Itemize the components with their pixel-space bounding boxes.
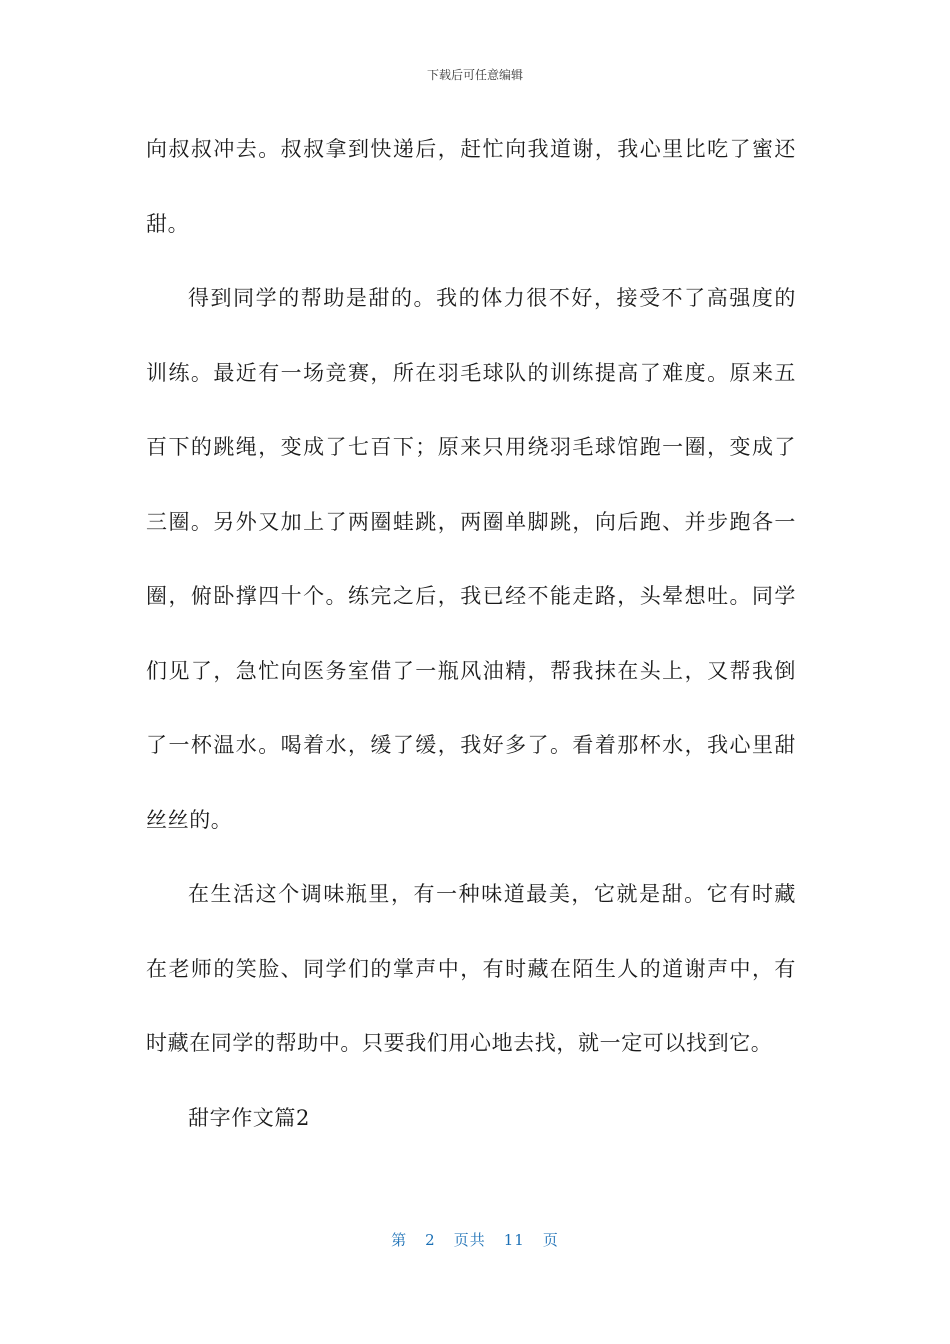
text-line: 向叔叔冲去。叔叔拿到快递后，赶忙向我道谢，我心里比吃了蜜还: [146, 137, 796, 161]
text-line: 训练。最近有一场竞赛，所在羽毛球队的训练提高了难度。原来五: [146, 360, 796, 385]
text-line: 丝丝的。: [146, 807, 233, 832]
document-body: [146, 112, 796, 1155]
page-footer: [0, 1229, 950, 1250]
text-line: 时藏在同学的帮助中。只要我们用心地去找，就一定可以找到它。: [146, 1031, 773, 1055]
text-line: 在老师的笑脸、同学们的掌声中，有时藏在陌生人的道谢声中，有: [146, 956, 796, 981]
footer-page-label: 页: [542, 1231, 559, 1249]
page-header: 下载后可任意编辑: [426, 68, 523, 82]
text-line: 三圈。另外又加上了两圈蛙跳，两圈单脚跳，向后跑、并步跑各一: [146, 509, 796, 534]
text-line: 百下的跳绳，变成了七百下；原来只用绕羽毛球馆跑一圈，变成了: [146, 435, 796, 459]
text-line: 得到同学的帮助是甜的。我的体力很不好，接受不了高强度的: [188, 286, 796, 310]
footer-page-label: 页共: [453, 1231, 486, 1249]
footer-total-pages: 11: [503, 1231, 525, 1249]
footer-page-number: 2: [425, 1231, 436, 1249]
text-line: 在生活这个调味瓶里，有一种味道最美，它就是甜。它有时藏: [188, 882, 796, 906]
footer-page-label: 第: [391, 1231, 408, 1249]
text-line: 甜。: [146, 211, 190, 236]
text-line: 圈，俯卧撑四十个。练完之后，我已经不能走路，头晕想吐。同学: [146, 584, 796, 608]
text-line: 们见了，急忙向医务室借了一瓶风油精，帮我抹在头上，又帮我倒: [146, 658, 796, 683]
section-heading: 甜字作文篇2: [188, 1105, 310, 1130]
text-line: 了一杯温水。喝着水，缓了缓，我好多了。看着那杯水，我心里甜: [146, 733, 796, 757]
